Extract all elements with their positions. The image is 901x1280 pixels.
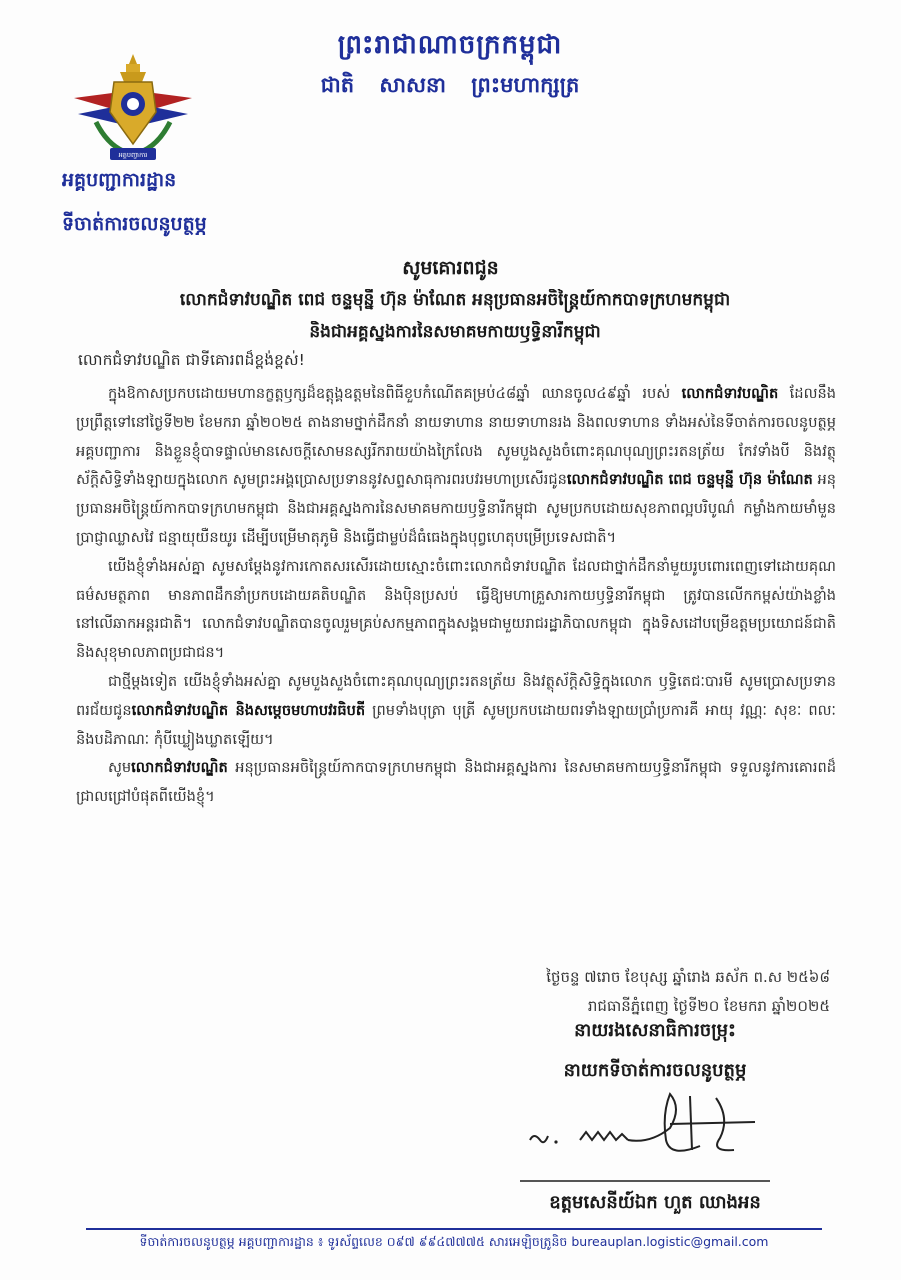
date-solar: រាជធានីភ្នំពេញ ថ្ងៃទី២០ ខែមករា ឆ្នាំ២០២៥ [587,997,830,1015]
org-line-department: ទីចាត់ការចលនូបត្ថម្ភ [62,213,207,235]
kingdom-motto: ជាតិ សាសនា ព្រះមហាក្សត្រ [320,72,580,97]
handwritten-signature [520,1088,770,1173]
greeting: លោកជំទាវបណ្ឌិត ជាទីគោរពដ៏ខ្ពង់ខ្ពស់! [78,351,305,369]
bold-name: លោកជំទាវបណ្ឌិត និងសម្តេចមហាបវរធិបតី [131,701,366,719]
svg-text:អគ្គបញ្ជាការ: អគ្គបញ្ជាការ [118,151,148,159]
bold-name: លោកជំទាវបណ្ឌិត [681,385,779,402]
paragraph-1: ក្នុងឱកាសប្រកបដោយមហានក្ខត្តឫក្សដ៏ឧត្តុង្គឧត្តមនៃពិធីខួបកំណើតគម្រប់៤៨ឆ្នាំ ឈានចូល៤៩ឆ្នាំ របស់ លោកជំទាវបណ្ឌិត ដែលនឹងប្រព្រឹត្តទៅនៅថ្ងៃទី២២ ខែមករា ឆ្នាំ២០២៥ តាងនាមថ្នាក់ដឹកនាំ នាយទាហាន នាយទាហានរង និងពលទាហាន ទាំងអស់នៃទីចាត់ការចលនូបត្ថម្ភ អគ្គបញ្ជាការ និងខ្លួនខ្ញុំបាទផ្ទាល់មានសេចក្តីសោមនស្សរីករាយយ៉ាងក្រៃលែង សូមបួងសួងចំពោះគុណបុណ្យព្រះរតនត្រ័យ កែវទាំងបី និងវត្ថុស័ក្តិសិទ្ធិទាំងឡាយក្នុងលោក សូមព្រះអង្គប្រោសប្រទាននូវសព្ទសាធុការពរបវរមហាប្រសើរជូនលោកជំទាវបណ្ឌិត ពេជ ចន្ទមុន្នី ហ៊ុន ម៉ាណែត អនុប្រធានអចិន្ត្រៃយ៍កាកបាទក្រហមកម្ពុជា និងជាអគ្គស្នងការនៃសមាគមកាយឫទ្ធិនារីកម្ពុជា សូមប្រកបដោយសុខភាពល្អបរិបូណ៌ កម្លាំងកាយមាំមួនប្រាជ្ញាឈ្លាសវៃ ជន្មាយុយឺនយូរ ដើម្បីបម្រើមាតុភូមិ និងធ្វើជាម្លប់ដ៏ធំធេងក្នុងបុព្វហេតុបម្រើប្រទេសជាតិ។ [76,385,836,546]
date-lunar: ថ្ងៃចន្ទ ៧រោច ខែបុស្ស ឆ្នាំរោង ឆស័ក ព.ស ២៥៦៨ [546,968,830,986]
signer-title-2: នាយកទីចាត់ការចលនូបត្ថម្ភ [563,1060,747,1081]
bold-name: លោកជំទាវបណ្ឌិត [131,759,228,777]
footer-divider [86,1228,822,1230]
salutation: សូមគោរពជូន [402,257,499,279]
addressee-line-2: និងជាអគ្គស្នងការនៃសមាគមកាយឫទ្ធិនារីកម្ពុជា [309,322,601,342]
paragraph-3: ជាថ្មីម្តងទៀត យើងខ្ញុំទាំងអស់គ្នា សូមបួងសួងចំពោះគុណបុណ្យព្រះរតនត្រ័យ និងវត្ថុស័ក្តិសិទ្ធិក្នុងលោក ឫទ្ធិតេជៈបារមី សូមប្រោសប្រទានពរជ័យជូនលោកជំទាវបណ្ឌិត និងសម្តេចមហាបវរធិបតី ព្រមទាំងបុត្រា បុត្រី សូមប្រកបដោយពរទាំងឡាយប្រាំប្រការគឺ អាយុ វណ្ណៈ សុខៈ ពលៈ និងបដិភាណៈ កុំបីឃ្លៀងឃ្លាតឡើយ។ [76,672,837,748]
addressee-line-1: លោកជំទាវបណ្ឌិត ពេជ ចន្ទមុន្នី ហ៊ុន ម៉ាណែត អនុប្រធានអចិន្ត្រៃយ៍កាកបាទក្រហមកម្ពុជា [179,290,731,310]
letter-body [76,380,836,812]
paragraph-4: សូមលោកជំទាវបណ្ឌិត អនុប្រធានអចិន្ត្រៃយ៍កាកបាទក្រហមកម្ពុជា និងជាអគ្គស្នងការ នៃសមាគមកាយឫទ្ធិនារីកម្ពុជា ទទួលនូវការគោរពដ៏ជ្រាលជ្រៅបំផុតពីយើងខ្ញុំ។ [76,759,836,806]
military-emblem-icon [70,52,196,164]
kingdom-title: ព្រះរាជាណាចក្រកម្ពុជា [337,30,563,60]
paragraph-2: យើងខ្ញុំទាំងអស់គ្នា សូមសម្តែងនូវការកោតសរសើរដោយស្មោះចំពោះលោកជំទាវបណ្ឌិត ដែលជាថ្នាក់ដឹកនាំមួយរូបពោរពេញទៅដោយគុណធម៌សមត្ថភាព មានភាពដឹកនាំប្រកបដោយគតិបណ្ឌិត និងប៉ិនប្រសប់ ធ្វើឱ្យមហាគ្រួសារកាយឫទ្ធិនារីកម្ពុជា ត្រូវបានលើកកម្ពស់យ៉ាងខ្លាំងនៅលើឆាកអន្តរជាតិ។ លោកជំទាវបណ្ឌិតបានចូលរួមគ្រប់សកម្មភាពក្នុងសង្គមជាមួយរាជរដ្ឋាភិបាលកម្ពុជា ក្នុងទិសដៅបម្រើឧត្តមប្រយោជន៍ជាតិ និងសុខុមាលភាពប្រជាជន។ [76,557,836,662]
footer-contact: ទីចាត់ការចលនូបត្ថម្ភ អគ្គបញ្ជាការដ្ឋាន ៖ ទូរស័ព្ទលេខ ០៩៧ ៩៩៤៧៧៧៥ សារអេឡិចត្រូនិច bureauplan.logistic@gmail.com [139,1234,769,1249]
signer-title-1: នាយរងសេនាធិការចម្រុះ [574,1020,736,1041]
signature-line [520,1180,770,1182]
signer-name: ឧត្តមសេនីយ៍ឯក ហួត ឈាងអន [549,1192,761,1213]
org-line-general-command: អគ្គបញ្ជាការដ្ឋាន [62,169,177,191]
bold-name: លោកជំទាវបណ្ឌិត ពេជ ចន្ទមុន្នី ហ៊ុន ម៉ាណែត [566,471,813,489]
